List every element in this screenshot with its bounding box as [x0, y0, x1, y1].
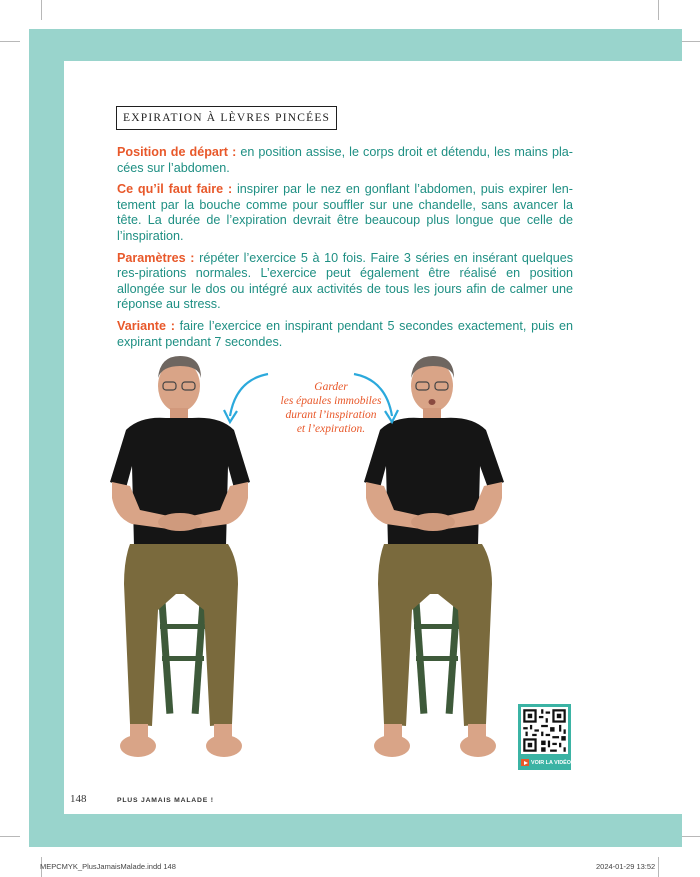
running-title: PLUS JAMAIS MALADE !: [117, 797, 214, 804]
qr-code-icon: [521, 707, 568, 754]
caption-line: Garder: [314, 381, 348, 393]
paragraph-body: faire l’exercice en inspirant pendant 5 secondes exactement, puis en expirant pendant 7 secondes.: [117, 318, 573, 349]
body-text: [117, 145, 573, 356]
caption-line: les épaules immobiles: [280, 395, 382, 407]
watch-video-label: VOIR LA VIDÉO: [531, 759, 571, 766]
qr-caption: [521, 757, 571, 768]
section-title: EXPIRATION À LÈVRES PINCÉES: [116, 106, 337, 130]
paragraph-label: Ce qu’il faut faire :: [117, 182, 233, 197]
curved-arrow-left-icon: [222, 370, 272, 426]
caption-line: durant l’inspiration: [285, 409, 377, 421]
paragraph-variant: [117, 319, 573, 350]
video-qr-code[interactable]: [518, 704, 571, 770]
slug-filename: MEPCMYK_PlusJamaisMalade.indd 148: [40, 862, 176, 871]
page-number: 148: [70, 793, 87, 805]
crop-mark: [680, 41, 700, 42]
crop-mark: [0, 41, 20, 42]
caption-line: et l’expiration.: [296, 423, 366, 435]
paragraph-body: répéter l’exercice 5 à 10 fois. Faire 3 séries en insérant quelques res-pirations normales. L’exercice peut également être réalisé en position allongée sur le dos ou intégré aux activités de tous les jours afin de calmer une réponse au stress.: [117, 250, 574, 312]
play-icon: [521, 759, 529, 766]
paragraph-label: Variante :: [117, 318, 175, 333]
crop-mark: [680, 836, 700, 837]
paragraph-what-to-do: [117, 182, 573, 244]
paragraph-body: inspirer par le nez en gonflant l’abdomen, puis expirer len-tement par la bouche comme pour souffler sur une chandelle, sans avancer la tête. La durée de l’expiration devrait être beaucoup plus longue que celle de l’inspiration.: [117, 182, 574, 243]
figure-caption: [276, 380, 386, 436]
paragraph-start-position: [117, 145, 573, 176]
slug-datetime: 2024-01-29 13:52: [596, 862, 656, 871]
crop-mark: [658, 0, 659, 20]
crop-mark: [41, 0, 42, 20]
crop-mark: [0, 836, 20, 837]
paragraph-label: Paramètres :: [117, 250, 195, 265]
paragraph-parameters: [117, 251, 573, 313]
paragraph-label: Position de départ :: [117, 145, 237, 159]
paragraph-body: en position assise, le corps droit et détendu, les mains pla-cées sur l’abdomen.: [117, 145, 573, 175]
crop-mark: [658, 857, 659, 877]
